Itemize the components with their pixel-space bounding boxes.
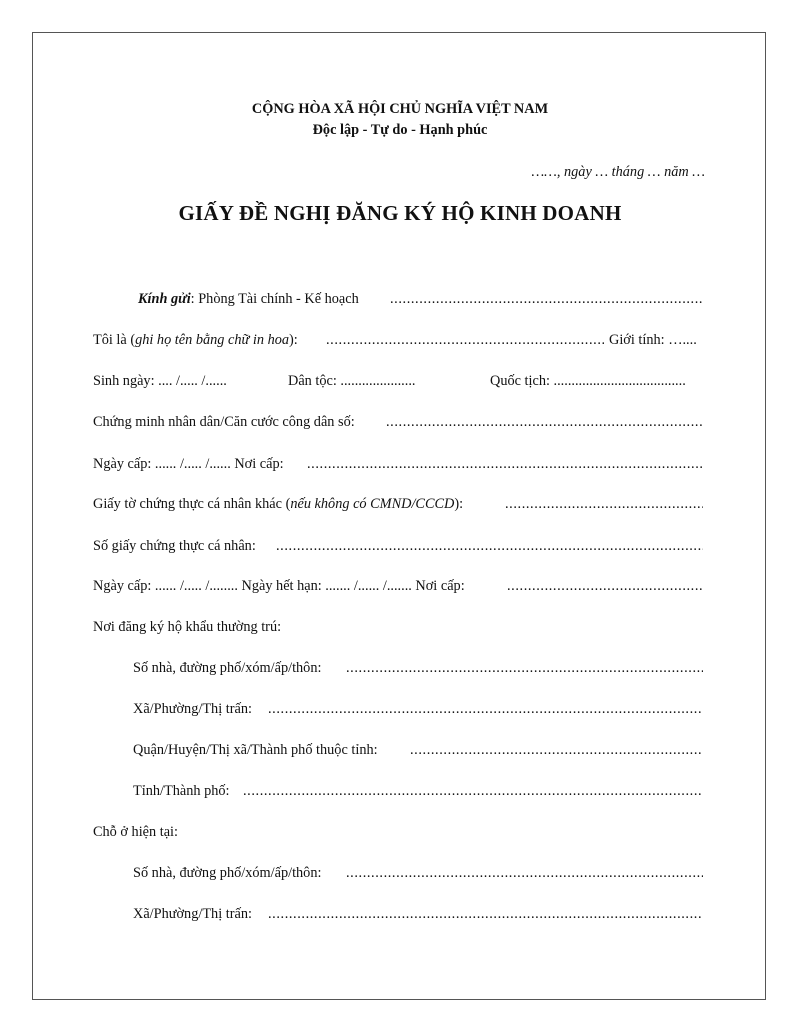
- date-line: ……, ngày … tháng … năm …: [531, 164, 705, 180]
- current-ward-field[interactable]: [268, 905, 703, 923]
- province-label: Tỉnh/Thành phố:: [133, 783, 230, 799]
- street-field[interactable]: [346, 659, 703, 677]
- recipient-line: [138, 290, 359, 308]
- recipient-value: : Phòng Tài chính - Kế hoạch: [190, 291, 359, 307]
- recipient-dots: [390, 290, 703, 308]
- id-label: Chứng minh nhân dân/Căn cước công dân số:: [93, 414, 355, 430]
- district-label: Quận/Huyện/Thị xã/Thành phố thuộc tỉnh:: [133, 742, 378, 758]
- street-label: Số nhà, đường phố/xóm/ấp/thôn:: [133, 660, 322, 676]
- ethnicity-field[interactable]: Dân tộc: .....................: [288, 373, 416, 389]
- motto: Độc lập - Tự do - Hạnh phúc: [312, 122, 488, 138]
- gender-field[interactable]: Giới tính: …....: [609, 332, 697, 348]
- current-street-field[interactable]: [346, 864, 703, 882]
- permanent-address-label: Nơi đăng ký hộ khẩu thường trú:: [93, 619, 282, 635]
- current-ward-label: Xã/Phường/Thị trấn:: [133, 906, 252, 922]
- dob-field[interactable]: Sinh ngày: .... /..... /......: [93, 373, 227, 389]
- province-field[interactable]: [243, 782, 703, 800]
- other-doc-hint: nếu không có CMND/CCCD: [290, 496, 455, 512]
- ward-label: Xã/Phường/Thị trấn:: [133, 701, 252, 717]
- issue-place-field[interactable]: [307, 455, 703, 473]
- nationality-field[interactable]: Quốc tịch: .....................................: [490, 373, 686, 389]
- other-doc-label-end: ):: [454, 496, 464, 512]
- other-doc-line: [93, 495, 463, 513]
- other-doc-number-label: Số giấy chứng thực cá nhân:: [93, 538, 256, 554]
- other-doc-label: Giấy tờ chứng thực cá nhân khác (: [93, 496, 291, 512]
- ward-field[interactable]: [268, 700, 703, 718]
- other-doc-place-field[interactable]: [507, 577, 703, 595]
- other-doc-field[interactable]: [505, 495, 703, 513]
- id-field[interactable]: [386, 413, 703, 431]
- name-hint: ghi họ tên bằng chữ in hoa: [135, 332, 290, 348]
- other-doc-number-field[interactable]: [276, 537, 703, 555]
- current-address-label: Chỗ ở hiện tại:: [93, 824, 178, 840]
- name-label-end: ):: [289, 332, 298, 348]
- name-field[interactable]: [326, 331, 604, 349]
- recipient-label: Kính gửi: [138, 291, 191, 307]
- other-doc-dates-label: Ngày cấp: ...... /..... /........ Ngày hết hạn: ....... /...... /....... Nơi cấp:: [93, 578, 465, 594]
- name-label: Tôi là (: [93, 332, 136, 348]
- issue-date-label: Ngày cấp: ...... /..... /...... Nơi cấp:: [93, 456, 284, 472]
- form-title: GIẤY ĐỀ NGHỊ ĐĂNG KÝ HỘ KINH DOANH: [178, 201, 622, 225]
- district-field[interactable]: [410, 741, 703, 759]
- name-line: [93, 331, 298, 349]
- national-title: CỘNG HÒA XÃ HỘI CHỦ NGHĨA VIỆT NAM: [251, 101, 549, 117]
- current-street-label: Số nhà, đường phố/xóm/ấp/thôn:: [133, 865, 322, 881]
